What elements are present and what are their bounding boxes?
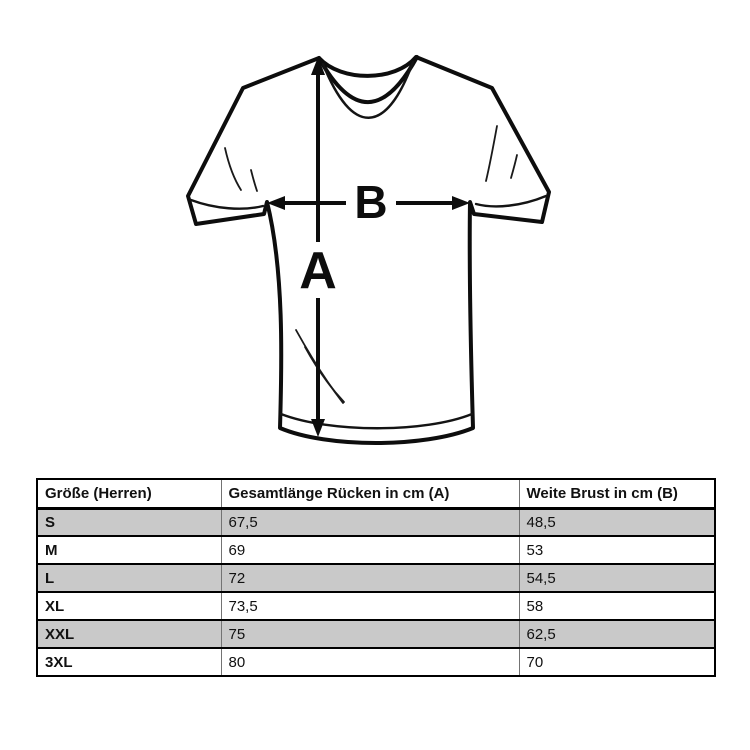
tshirt-outline: [188, 57, 549, 443]
size-table: [36, 478, 716, 677]
table-row: [37, 620, 715, 648]
cell-length: 75: [221, 620, 519, 648]
tshirt-diagram: [170, 40, 570, 465]
cell-chest: 53: [519, 536, 715, 564]
cell-chest: 54,5: [519, 564, 715, 592]
table-header-row: [37, 479, 715, 508]
table-row: [37, 648, 715, 676]
cell-length: 67,5: [221, 508, 519, 536]
label-a: A: [299, 242, 337, 300]
table-row: [37, 592, 715, 620]
cell-chest: 70: [519, 648, 715, 676]
label-b: B: [354, 176, 388, 228]
col-header-length: Gesamtlänge Rücken in cm (A): [221, 479, 519, 508]
cell-length: 72: [221, 564, 519, 592]
table-row: [37, 508, 715, 536]
table-row: [37, 536, 715, 564]
col-header-chest: Weite Brust in cm (B): [519, 479, 715, 508]
cell-length: 69: [221, 536, 519, 564]
cell-chest: 48,5: [519, 508, 715, 536]
cell-size: M: [37, 536, 221, 564]
cell-size: 3XL: [37, 648, 221, 676]
cell-chest: 58: [519, 592, 715, 620]
cell-chest: 62,5: [519, 620, 715, 648]
col-header-size: Größe (Herren): [37, 479, 221, 508]
cell-size: L: [37, 564, 221, 592]
cell-size: XXL: [37, 620, 221, 648]
cell-size: S: [37, 508, 221, 536]
cell-size: XL: [37, 592, 221, 620]
table-row: [37, 564, 715, 592]
cell-length: 80: [221, 648, 519, 676]
cell-length: 73,5: [221, 592, 519, 620]
